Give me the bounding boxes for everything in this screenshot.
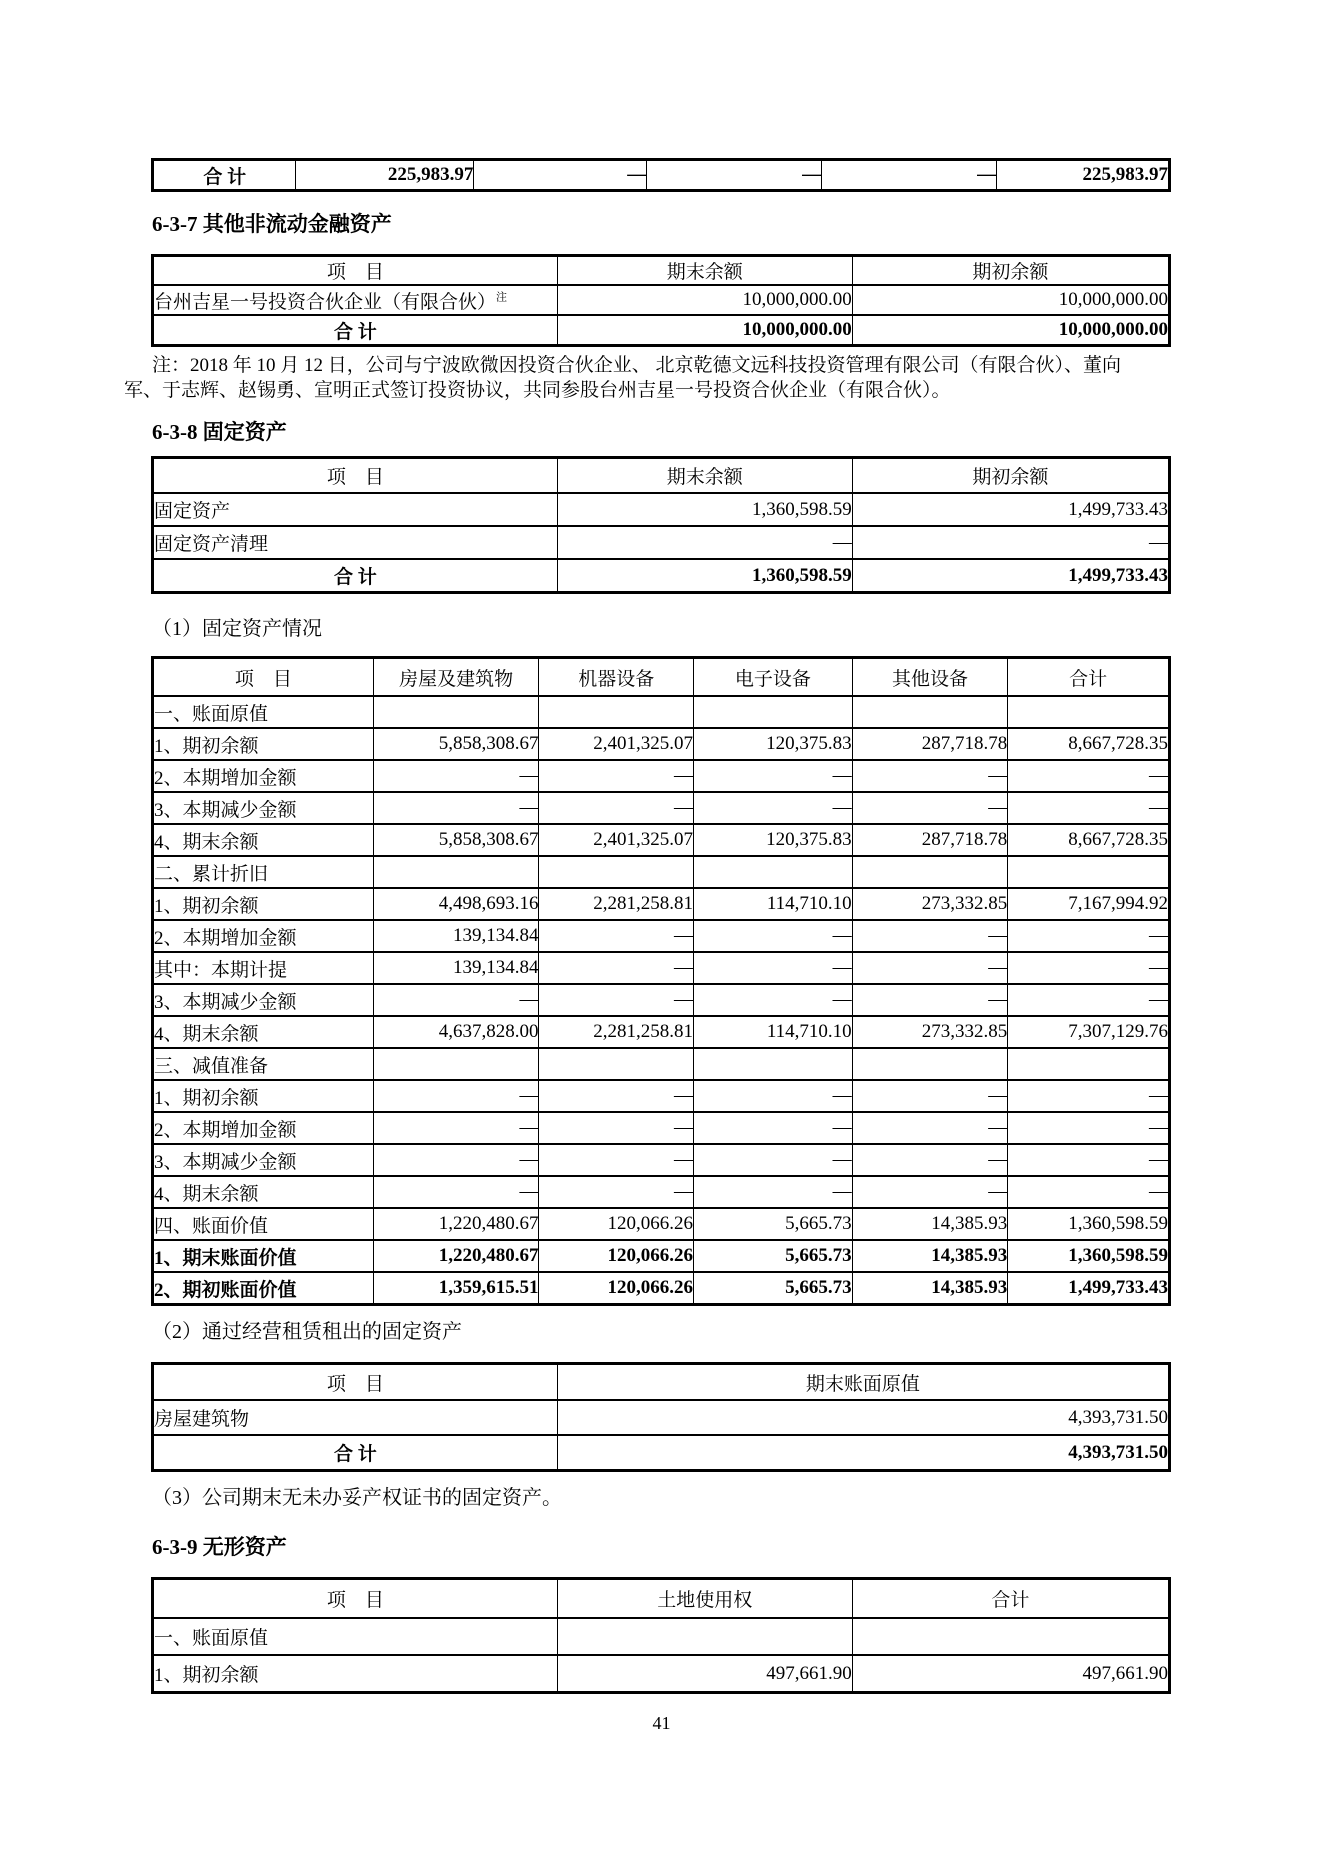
value-cell: — <box>694 792 853 824</box>
row-label-text: 2、本期增加金额 <box>154 927 297 949</box>
value-cell: 139,134.84 <box>373 920 539 952</box>
row-label-text: 3、本期减少金额 <box>154 1151 297 1173</box>
row-label-text: 4、期末余额 <box>154 1183 259 1205</box>
row-label <box>153 824 374 856</box>
value-cell: — <box>1008 1144 1170 1176</box>
subsection-heading-fixed-asset-detail: （1）固定资产情况 <box>152 618 322 640</box>
value-cell: — <box>852 792 1008 824</box>
row-label <box>153 1016 374 1048</box>
row-label-text: 1、期末账面价值 <box>154 1247 297 1269</box>
header-row <box>153 256 1170 286</box>
value-cell: 120,375.83 <box>694 728 853 760</box>
column-header: 期初余额 <box>852 458 1169 494</box>
value-cell: 120,066.26 <box>539 1208 694 1240</box>
value-cell: 287,718.78 <box>852 728 1008 760</box>
row-label-text: 2、期初账面价值 <box>154 1279 297 1301</box>
table-row <box>153 792 1170 824</box>
column-header: 项 目 <box>153 458 558 494</box>
value-cell: 14,385.93 <box>852 1208 1008 1240</box>
value-cell: — <box>852 920 1008 952</box>
value-cell <box>539 696 694 728</box>
row-label-text: 3、本期减少金额 <box>154 799 297 821</box>
table-row <box>153 1048 1170 1080</box>
row-label <box>153 1048 374 1080</box>
row-label <box>153 1435 558 1471</box>
value-cell: — <box>647 160 822 191</box>
value-cell: — <box>539 760 694 792</box>
table-row <box>153 696 1170 728</box>
value-cell: 225,983.97 <box>997 160 1170 191</box>
header-row <box>153 458 1170 494</box>
table-row <box>153 1240 1170 1272</box>
value-cell: — <box>373 1112 539 1144</box>
leased-out-fixed-assets-table <box>151 1362 1171 1472</box>
row-label <box>153 1080 374 1112</box>
value-cell: — <box>539 952 694 984</box>
value-cell: 114,710.10 <box>694 1016 853 1048</box>
value-cell: — <box>1008 792 1170 824</box>
value-cell: 8,667,728.35 <box>1008 824 1170 856</box>
section-heading-6-3-9: 6-3-9 无形资产 <box>152 1535 287 1559</box>
value-cell <box>852 1618 1169 1655</box>
value-cell: 2,281,258.81 <box>539 1016 694 1048</box>
row-label <box>153 728 374 760</box>
value-cell: — <box>1008 1176 1170 1208</box>
value-cell: — <box>373 1144 539 1176</box>
value-cell: — <box>1008 1112 1170 1144</box>
value-cell: 1,360,598.59 <box>557 559 852 593</box>
row-label <box>153 1272 374 1305</box>
other-noncurrent-financial-assets-table <box>151 254 1171 347</box>
column-header: 房屋及建筑物 <box>373 658 539 697</box>
row-label-text: 合 计 <box>334 1444 377 1465</box>
table-row <box>153 285 1170 315</box>
row-label <box>153 1655 558 1693</box>
value-cell <box>852 696 1008 728</box>
row-label-text: 4、期末余额 <box>154 831 259 853</box>
table-row <box>153 493 1170 526</box>
column-header: 合计 <box>1008 658 1170 697</box>
row-label-text: 2、本期增加金额 <box>154 767 297 789</box>
footnote-marker: 注 <box>496 291 508 304</box>
row-label-text: 其中：本期计提 <box>154 959 288 981</box>
value-cell: 225,983.97 <box>296 160 474 191</box>
value-cell: 4,498,693.16 <box>373 888 539 920</box>
row-label-text: 三、减值准备 <box>154 1055 269 1077</box>
value-cell: 7,307,129.76 <box>1008 1016 1170 1048</box>
value-cell <box>852 856 1008 888</box>
value-cell: 10,000,000.00 <box>557 285 852 315</box>
value-cell: — <box>539 1112 694 1144</box>
table-row <box>153 160 1170 191</box>
row-label <box>153 1176 374 1208</box>
value-cell: — <box>539 1176 694 1208</box>
value-cell: — <box>694 1080 853 1112</box>
value-cell: — <box>539 984 694 1016</box>
value-cell: 14,385.93 <box>852 1272 1008 1305</box>
row-label <box>153 696 374 728</box>
table-row <box>153 1655 1170 1693</box>
table-row <box>153 1016 1170 1048</box>
value-cell: 10,000,000.00 <box>557 315 852 346</box>
value-cell: — <box>373 792 539 824</box>
row-label <box>153 792 374 824</box>
value-cell: — <box>852 1144 1008 1176</box>
value-cell: 8,667,728.35 <box>1008 728 1170 760</box>
value-cell <box>1008 856 1170 888</box>
intangible-assets-table <box>151 1577 1171 1694</box>
value-cell: — <box>852 1112 1008 1144</box>
value-cell: — <box>822 160 997 191</box>
table-row <box>153 1272 1170 1305</box>
value-cell <box>852 1048 1008 1080</box>
value-cell: 14,385.93 <box>852 1240 1008 1272</box>
value-cell: 139,134.84 <box>373 952 539 984</box>
value-cell: 5,665.73 <box>694 1240 853 1272</box>
row-label-text: 1、期初余额 <box>154 1087 259 1109</box>
footnote-paragraph <box>124 353 1210 403</box>
row-label <box>153 952 374 984</box>
column-header: 项 目 <box>153 658 374 697</box>
value-cell <box>694 1048 853 1080</box>
value-cell <box>694 856 853 888</box>
value-cell: 1,360,598.59 <box>1008 1208 1170 1240</box>
value-cell: — <box>1008 760 1170 792</box>
value-cell: — <box>852 952 1008 984</box>
column-header: 其他设备 <box>852 658 1008 697</box>
table-row <box>153 1144 1170 1176</box>
value-cell: 2,401,325.07 <box>539 728 694 760</box>
row-label-text: 固定资产清理 <box>154 534 269 555</box>
value-cell <box>694 696 853 728</box>
row-label-text: 一、账面原值 <box>154 1628 269 1649</box>
footnote-line-1: 注：2018 年 10 月 12 日，公司与宁波欧微因投资合伙企业、 北京乾德文远科技投资管理有限公司（有限合伙）、董向 <box>152 355 1122 376</box>
section-heading-6-3-7: 6-3-7 其他非流动金融资产 <box>152 212 392 236</box>
value-cell: — <box>694 760 853 792</box>
subsection-heading-leased-out: （2）通过经营租赁租出的固定资产 <box>152 1321 462 1343</box>
header-row <box>153 1364 1170 1401</box>
value-cell: — <box>694 920 853 952</box>
fixed-assets-summary-table <box>151 456 1171 594</box>
value-cell: — <box>694 1112 853 1144</box>
section-heading-6-3-8: 6-3-8 固定资产 <box>152 420 287 444</box>
value-cell: — <box>1008 984 1170 1016</box>
column-header: 机器设备 <box>539 658 694 697</box>
value-cell: — <box>852 760 1008 792</box>
value-cell: 1,220,480.67 <box>373 1208 539 1240</box>
table-row <box>153 888 1170 920</box>
row-label-text: 台州吉星一号投资合伙企业（有限合伙） <box>154 291 497 313</box>
row-label <box>153 984 374 1016</box>
column-header: 期初余额 <box>852 256 1169 286</box>
row-label <box>153 920 374 952</box>
row-label <box>153 1240 374 1272</box>
value-cell: 273,332.85 <box>852 1016 1008 1048</box>
value-cell <box>539 856 694 888</box>
value-cell <box>539 1048 694 1080</box>
value-cell: — <box>694 1144 853 1176</box>
row-label-text: 1、期初余额 <box>154 735 259 757</box>
value-cell: 7,167,994.92 <box>1008 888 1170 920</box>
value-cell: — <box>539 792 694 824</box>
row-label <box>153 856 374 888</box>
value-cell: — <box>373 1176 539 1208</box>
value-cell: 4,393,731.50 <box>557 1435 1169 1471</box>
row-label-text: 一、账面原值 <box>154 703 269 725</box>
row-label-text: 四、账面价值 <box>154 1215 269 1237</box>
table-row <box>153 1435 1170 1471</box>
table-row <box>153 1080 1170 1112</box>
value-cell: — <box>852 526 1169 559</box>
row-label-text: 合 计 <box>334 567 377 588</box>
header-row <box>153 658 1170 697</box>
row-label <box>153 888 374 920</box>
row-label <box>153 1144 374 1176</box>
carryover-total-table <box>151 158 1171 192</box>
column-header: 期末余额 <box>557 458 852 494</box>
value-cell: — <box>373 984 539 1016</box>
table-row <box>153 1618 1170 1655</box>
value-cell: 5,665.73 <box>694 1272 853 1305</box>
row-label <box>153 760 374 792</box>
row-label <box>153 285 558 315</box>
row-label-text: 1、期初余额 <box>154 1665 259 1686</box>
subsection-heading-no-certificate: （3）公司期末无未办妥产权证书的固定资产。 <box>152 1487 562 1509</box>
row-label-text: 4、期末余额 <box>154 1023 259 1045</box>
row-label-text: 二、累计折旧 <box>154 863 269 885</box>
value-cell: 1,499,733.43 <box>852 493 1169 526</box>
value-cell <box>557 1618 852 1655</box>
value-cell: 497,661.90 <box>852 1655 1169 1693</box>
value-cell: 120,375.83 <box>694 824 853 856</box>
value-cell: 2,281,258.81 <box>539 888 694 920</box>
table-row <box>153 856 1170 888</box>
table-row <box>153 1400 1170 1435</box>
row-label <box>153 160 296 191</box>
value-cell: — <box>539 1144 694 1176</box>
value-cell: — <box>694 952 853 984</box>
value-cell: 114,710.10 <box>694 888 853 920</box>
value-cell: 1,499,733.43 <box>1008 1272 1170 1305</box>
row-label <box>153 493 558 526</box>
value-cell <box>1008 696 1170 728</box>
table-row <box>153 559 1170 593</box>
column-header: 项 目 <box>153 1364 558 1401</box>
table-row <box>153 920 1170 952</box>
column-header: 电子设备 <box>694 658 853 697</box>
value-cell: — <box>852 1176 1008 1208</box>
row-label-text: 3、本期减少金额 <box>154 991 297 1013</box>
row-label <box>153 315 558 346</box>
value-cell: 120,066.26 <box>539 1240 694 1272</box>
value-cell: 497,661.90 <box>557 1655 852 1693</box>
table-row <box>153 728 1170 760</box>
table-row <box>153 760 1170 792</box>
table-row <box>153 984 1170 1016</box>
fixed-assets-detail-table <box>151 656 1171 1306</box>
row-label <box>153 1112 374 1144</box>
value-cell: 2,401,325.07 <box>539 824 694 856</box>
header-row <box>153 1579 1170 1619</box>
value-cell: 1,359,615.51 <box>373 1272 539 1305</box>
footnote-line-2: 军、于志辉、赵锡勇、宣明正式签订投资协议，共同参股台州吉星一号投资合伙企业（有限合伙）。 <box>124 380 951 401</box>
value-cell: 1,499,733.43 <box>852 559 1169 593</box>
row-label <box>153 526 558 559</box>
value-cell: — <box>474 160 647 191</box>
column-header: 期末余额 <box>557 256 852 286</box>
value-cell: 1,360,598.59 <box>1008 1240 1170 1272</box>
value-cell: 1,360,598.59 <box>557 493 852 526</box>
row-label <box>153 1618 558 1655</box>
column-header: 项 目 <box>153 1579 558 1619</box>
value-cell: 4,637,828.00 <box>373 1016 539 1048</box>
page-number: 41 <box>652 1713 671 1733</box>
row-label-text: 固定资产 <box>154 501 231 522</box>
value-cell: 10,000,000.00 <box>852 315 1169 346</box>
value-cell: — <box>373 1080 539 1112</box>
value-cell: — <box>852 1080 1008 1112</box>
row-label-text: 合 计 <box>203 166 247 188</box>
row-label <box>153 1208 374 1240</box>
table-row <box>153 1176 1170 1208</box>
value-cell: — <box>1008 952 1170 984</box>
row-label <box>153 559 558 593</box>
value-cell: — <box>852 984 1008 1016</box>
value-cell: 120,066.26 <box>539 1272 694 1305</box>
value-cell <box>373 856 539 888</box>
table-row <box>153 1112 1170 1144</box>
value-cell <box>1008 1048 1170 1080</box>
row-label-text: 合 计 <box>334 321 377 343</box>
value-cell: 10,000,000.00 <box>852 285 1169 315</box>
value-cell: — <box>694 984 853 1016</box>
table-row <box>153 952 1170 984</box>
value-cell: 5,858,308.67 <box>373 824 539 856</box>
table-row <box>153 526 1170 559</box>
value-cell <box>373 696 539 728</box>
value-cell: 1,220,480.67 <box>373 1240 539 1272</box>
column-header: 项 目 <box>153 256 558 286</box>
table-row <box>153 1208 1170 1240</box>
column-header: 合计 <box>852 1579 1169 1619</box>
value-cell: — <box>1008 920 1170 952</box>
value-cell <box>373 1048 539 1080</box>
row-label-text: 2、本期增加金额 <box>154 1119 297 1141</box>
column-header: 土地使用权 <box>557 1579 852 1619</box>
row-label-text: 房屋建筑物 <box>154 1409 250 1430</box>
column-header: 期末账面原值 <box>557 1364 1169 1401</box>
table-row <box>153 315 1170 346</box>
value-cell: — <box>694 1176 853 1208</box>
value-cell: 273,332.85 <box>852 888 1008 920</box>
value-cell: — <box>539 1080 694 1112</box>
value-cell: 5,858,308.67 <box>373 728 539 760</box>
row-label <box>153 1400 558 1435</box>
value-cell: — <box>557 526 852 559</box>
value-cell: — <box>1008 1080 1170 1112</box>
table-row <box>153 824 1170 856</box>
value-cell: — <box>539 920 694 952</box>
value-cell: 287,718.78 <box>852 824 1008 856</box>
value-cell: 4,393,731.50 <box>557 1400 1169 1435</box>
value-cell: 5,665.73 <box>694 1208 853 1240</box>
row-label-text: 1、期初余额 <box>154 895 259 917</box>
value-cell: — <box>373 760 539 792</box>
